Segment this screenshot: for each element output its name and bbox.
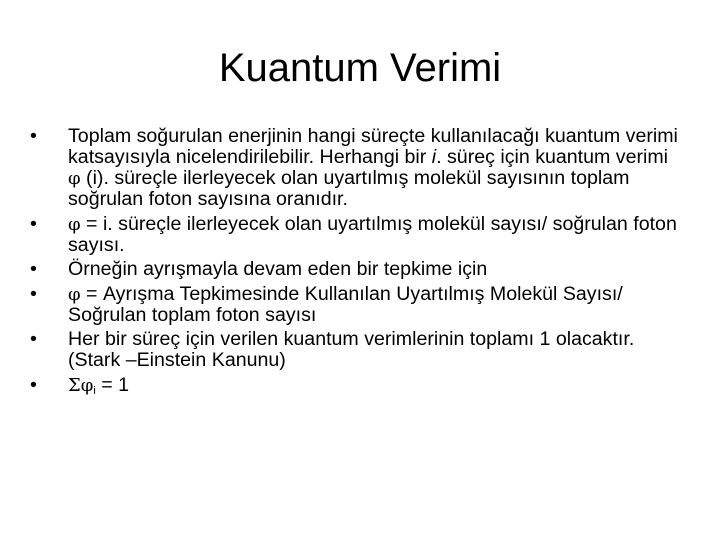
bullet-text: Her bir süreç için verilen kuantum verimlerinin toplamı 1 olacaktır. (Stark –Einstein Kanunu) — [68, 328, 635, 371]
bullet-item-phi-decomposition — [30, 284, 680, 326]
subscript-i: i — [93, 384, 96, 397]
bullet-text: = i. süreçle ilerleyecek olan uyartılmış molekül sayısı/ soğrulan foton sayısı. — [68, 212, 677, 256]
phi-symbol: φ — [80, 374, 94, 396]
bullet-icon: • — [30, 258, 37, 280]
bullet-text: = 1 — [95, 373, 130, 396]
bullet-icon: • — [30, 373, 37, 396]
bullet-item-phi-formula — [30, 214, 680, 256]
bullet-icon: • — [30, 328, 37, 350]
bullet-item-sum-rule — [30, 329, 680, 371]
slide-title: Kuantum Verimi — [218, 46, 502, 90]
sigma-symbol: Σ — [68, 374, 81, 396]
bullet-text: Örneğin ayrışmayla devam eden bir tepkime için — [68, 258, 488, 280]
bullet-list — [30, 126, 680, 405]
phi-symbol: φ — [68, 168, 81, 189]
bullet-text-middle: . süreç için kuantum verimi — [436, 146, 669, 168]
bullet-item-example — [30, 259, 680, 280]
bullet-icon: • — [30, 125, 37, 147]
bullet-text: = Ayrışma Tepkimesinde Kullanılan Uyartılmış Molekül Sayısı/ Soğrulan toplam foton sayısı — [68, 282, 623, 326]
phi-symbol: φ — [68, 213, 81, 235]
bullet-text-italic-i: i — [431, 146, 437, 168]
phi-symbol: φ — [68, 283, 81, 305]
bullet-icon: • — [30, 212, 37, 235]
bullet-text-intro: Toplam soğurulan enerjinin hangi süreçte kullanılacağı kuantum verimi katsayısıyla nicelendirilebilir. Herhangi bir — [68, 125, 678, 168]
bullet-icon: • — [30, 282, 37, 305]
bullet-text-end: (i). süreçle ilerleyecek olan uyartılmış molekül sayısının toplam soğrulan foton sayısına oranıdır. — [68, 167, 630, 210]
bullet-item-sum-formula — [30, 375, 680, 402]
bullet-item-definition — [30, 126, 680, 210]
